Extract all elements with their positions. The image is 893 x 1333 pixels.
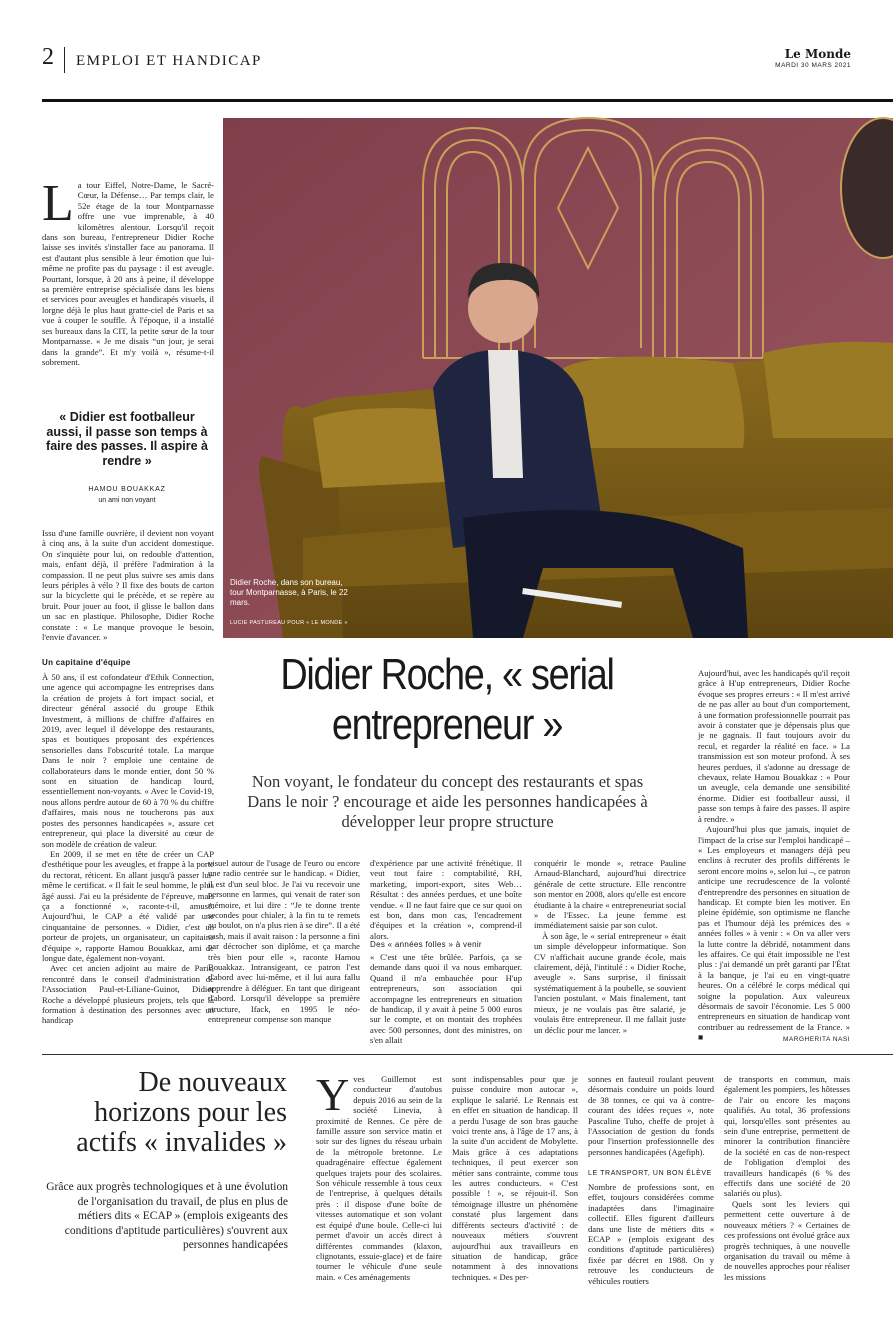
box-column-3b [588, 1182, 714, 1324]
box-paragraph: sont indispensables pour que je puisse conduire mon autocar », explique le salarié. Le Rennais est en effet en situation de handicap. Il a perdu l'usage de son bras gauche voici trente ans, à l'âge de 17 ans, à la suite d'un accident de Mobylette. Mais grâce à ces adaptations techniques, il peut exercer son métier sans contrainte, comme tous les autres conducteurs. « C'est possible ! », se réjouit-il. Son témoignage illustre un phénomène constaté plus largement dans différents secteurs d'activité : de nouveaux métiers s'ouvrent aujourd'hui aux travailleurs en situation de handicap, grâce notamment à des innovations techniques. « Des per- [452, 1074, 578, 1282]
subheading: Un capitaine d'équipe [42, 658, 131, 667]
photo-credit: LUCIE PASTUREAU POUR « LE MONDE » [230, 620, 348, 626]
box-column-4 [724, 1074, 850, 1324]
article-paragraph: À son âge, le « serial entrepreneur » était un simple développeur informatique. Son CV n'affichait aucune grande école, mais clairement, déjà, l'intitulé : « Didier Roche, aveugle ». Sans surprise, il finissait systématiquement à la poubelle, se souvient l'ancien postulant. « Mais finalement, tant mieux, je ne voulais pas être salarié, je voulais être entrepreneur. Il me fallait juste un déclic pour me lancer. » [534, 930, 686, 1035]
box-column-2 [452, 1074, 578, 1324]
article-paragraph: Aujourd'hui plus que jamais, inquiet de l'impact de la crise sur l'emploi handicapé – « Les employeurs et managers déjà peu enclins à recruter des profils différents le seront encore moins », selon lui –, ce patron anticipe une recrudescence de la volonté d'entreprendre des personnes en situation de handicap. Et compte bien les motiver. En pleine épidémie, son optimisme ne flanche pas et l'humour déjà les prémices des « années folles » à venir : « On va aller vers la lutte contre la débridé, notamment dans les affaires. Ce qui était impossible ne l'est plus : j'ai demandé un prêt garanti par l'État à la banque, je l'ai eu en vingt-quatre heures. On a célébré le corps médical qui soigne la population. Aux valeureux désormais de savoir l'économie. Les 5 000 entrepreneurs en situation de handicap vont contribuer au redressement de la France. » ■ [698, 824, 850, 1043]
section-rule [42, 1054, 893, 1055]
portrait-photo [223, 118, 893, 638]
box-column-3 [588, 1074, 714, 1162]
box-standfirst: Grâce aux progrès technologiques et à une évolution de l'organisation du travail, de plus en plus de métiers dits « ECAP » (emplois exigeants des conditions d'aptitude particulières) s'ouvrent aux personnes handicapées [46, 1181, 288, 1251]
article-column-1a [42, 175, 214, 392]
article-paragraph: Aujourd'hui, avec les handicapés qu'il reçoit grâce à H'up entrepreneurs, Didier Roche évoque ses propres erreurs : « Il m'est arrivé de ne pas aller au bout d'un comportement, à une formation professionnelle pourrait pas avoir à constater que je dépensais plus que je ne gagnais. Il faut toujours avoir du recul, et regarder la réalité en face. » La transmission est son moteur profond. À ses heures perdues, il s'adonne au dressage de chevaux, relate Hamou Bouakkaz : « Pour un aveugle, cela demande une sensibilité énorme. Didier est footballeur aussi, il passe son temps à faire des passes. Il aspire à rendre. » [698, 668, 851, 824]
article-paragraph: À 50 ans, il est cofondateur d'Ethik Connection, une agence qui accompagne les entreprises dans la création de projets à fort impact social, et directeur général associé du groupe Ethik Investment, à millions de chiffre d'affaires en 2019, avec lequel il développe des restaurants, spas et boutiques proposant des expériences sensorielles dans l'obscurité totale. La marque Dans le noir ? emploie une centaine de collaborateurs dans le monde entier, dont 50 % sont en situation de handicap lourd, essentiellement non-voyants. « Avec le Covid-19, nous allons perdre autour de 60 à 70 % du chiffre d'affaires, mais nous ne toucherons pas aux postes des personnes handicapées », assure cet entrepreneur, qui place la diversité au cœur de son modèle de création de valeur. [42, 672, 214, 849]
article-column-3b [370, 952, 522, 1046]
box-paragraph: Quels sont les leviers qui permettent cette ouverture à de nouveaux métiers ? « Certaines de ces professions ont évolué grâce aux progrès techniques, à une nouvelle organisation du travail ou même à de nouvelles approches pour réaliser les missions [724, 1198, 850, 1282]
quote-author-role: un ami non voyant [98, 497, 156, 504]
box-paragraph: Nombre de professions sont, en effet, toujours considérées comme inadaptées dans l'imaginaire collectif. Elles figurent d'ailleurs dans une liste de métiers dits « ECAP » (emplois exigeant des conditions d'aptitude particulières) fixée par décret en 1988. On y retrouve les conducteurs de véhicules routiers [588, 1182, 714, 1286]
header-divider [64, 47, 65, 73]
box-column-1 [316, 1069, 442, 1324]
article-paragraph: visuel autour de l'usage de l'euro ou encore une radio centrée sur le handicap. « Didier, il est d'un seul bloc. Je l'ai vu recevoir une personne en larmes, qui venait de rater son mémoire, et lui dire : “Je te donne trente secondes pour chialer, à la fin tu te remets au boulot, on n'a plus rien à se dire”. Il a été cash, mais il avait raison : la personne a fini par décrocher son diplôme, et ça marche très bien pour elle », raconte Hamou Bouakkaz. Intransigeant, ce patron l'est d'abord avec lui-même, et il lui aura fallu apprendre à déléguer. En tant que dirigeant d'abord. Lorsqu'il développe sa première structure, Ifack, en 1995 le néo-entrepreneur compense son manque [208, 858, 360, 1025]
pull-quote: « Didier est footballeur aussi, il passe son temps à faire des passes. Il aspire à rendre » [46, 410, 208, 468]
article-column-3 [370, 858, 522, 941]
photo-illustration [223, 118, 893, 638]
photo-caption: Didier Roche, dans son bureau, tour Montparnasse, à Paris, le 22 mars. [230, 578, 348, 607]
box-paragraph: sonnes en fauteuil roulant peuvent désormais conduire un poids lourd de 38 tonnes, ce qui va à contre-courant des idées reçues », note Pascaline Tuho, cheffe de projet à l'Association de gestion du fonds pour l'insertion professionnelle des personnes handicapées (Agefiph). [588, 1074, 714, 1157]
box-paragraph: ves Guillemot est conducteur d'autobus depuis 2016 au sein de la société Linevia, à proximité de Rennes. Ce père de famille assure son service matin et soir sur des lignes du réseau urbain de la métropole bretonne. Le quadragénaire effectue également quelques trajets pour des scolaires. Son véhicule ressemble à tous ceux de l'entreprise, à quelques détails près : il dispose d'une boîte de vitesses automatique et son volant est équipé d'une boule. Celle-ci lui permet d'avoir un accès direct à différentes commandes (klaxon, clignotants, essuie-glace) et de faire tourner le véhicule d'une seule main. « Ces aménagements [316, 1074, 442, 1282]
article-column-1b [42, 528, 214, 652]
page-number: 2 [42, 44, 54, 70]
article-paragraph: « C'est une tête brûlée. Parfois, ça se demande dans quoi il va nous embarquer. Quand il m'a embauchée pour H'up entrepreneurs, son association qui accompagne les entrepreneurs en situation de handicap, il y avait à peine 5 000 euros sur le compte, et on montait des trophées avec 500 personnes, dont des ministres, on s'en allait [370, 952, 522, 1046]
issue-date: MARDI 30 MARS 2021 [775, 62, 851, 69]
article-title: Didier Roche, « serial entrepreneur » [280, 650, 614, 749]
author-signature: MARGHERITA NASI [783, 1036, 850, 1043]
article-column-2 [208, 858, 360, 1030]
quote-author: HAMOU BOUAKKAZ [88, 486, 166, 493]
box-drop-cap: Y [316, 1069, 350, 1120]
article-paragraph: En 2009, il se met en tête de créer un CAP d'esthétique pour les aveugles, et frappe à la porte du rectorat, réticent. En allant jusqu'à passer lui-même le certificat. « Il fait le seul homme, le plus âgé aussi. J'ai eu la présidente de l'épreuve, mais ça a fonctionné », raconte-t-il, amusé. Aujourd'hui, le CAP a été validé par une cinquantaine de personnes. « Didier, c'est un porteur de projets, un organisateur, un capitaine d'équipe », rapporte Hamou Bouakkaz, ami de longue date, également non-voyant. [42, 848, 214, 963]
newspaper-logo: Le Monde [784, 47, 851, 61]
article-column-1c [42, 672, 214, 1026]
article-column-4 [534, 858, 686, 1035]
box-subheading: LE TRANSPORT, UN BON ÉLÈVE [588, 1170, 712, 1177]
article-standfirst: Non voyant, le fondateur du concept des restaurants et spas Dans le noir ? encourage et aide les personnes handicapées à développer leur propre structure [247, 772, 648, 831]
drop-cap: L [42, 175, 74, 232]
article-paragraph: conquérir le monde », retrace Pauline Arnaud-Blanchard, aujourd'hui directrice générale de cette structure. Elle rencontre son mentor en 2008, alors qu'elle est encore étudiante à la chaire « entrepreneuriat social » de l'Essec. La jeune femme est immédiatement saisie par son culot. [534, 858, 686, 931]
section-title: EMPLOI ET HANDICAP [76, 53, 262, 69]
subheading: Des « années folles » à venir [370, 940, 482, 949]
article-paragraph: d'expérience par une activité frénétique. Il veut tout faire : comptabilité, RH, marketing, import-export, sites Web… Résultat : des années perdues, et une boîte vendue. « Il ne faut faire que ce sur quoi on est bon, dans mon cas, l'encadrement d'équipes et la création », comprend-il alors. [370, 858, 522, 941]
article-intro: a tour Eiffel, Notre-Dame, le Sacré-Cœur, la Défense… Par temps clair, le 52e étage de la tour Montparnasse offre une vue imprenable, à 40 kilomètres alentour. Lorsqu'il reçoit dans son bureau, l'entrepreneur Didier Roche laisse ses invités s'installer face au panorama. Il est d'autant plus sensible à leur émotion que lui-même ne profite pas du paysage : il est aveugle. Pourtant, lorsque, à 20 ans à peine, il développe sa première entreprise spécialisée dans les biens et services pour aveugles et handicapés visuels, il lorgne déjà le plus haut gratte-ciel de Paris et sa vue à couper le souffle. À l'époque, il a installé ses bureaux dans la CIT, la petite sœur de la tour Montparnasse. « Je me disais “un jour, je serai dans la grande”. Et m'y voilà », résume-t-il sobrement. [42, 180, 214, 367]
article-paragraph: Avec cet ancien adjoint au maire de Paris, rencontré dans le conseil d'administration de l'Association Paul-et-Liliane-Guinot, Didier Roche a développé plusieurs projets, tels que la formation à destination des personnes avec un handicap [42, 963, 214, 1026]
box-title: De nouveaux horizons pour les actifs « invalides » [76, 1067, 287, 1158]
header-rule [42, 99, 893, 102]
article-paragraph: Issu d'une famille ouvrière, il devient non voyant à cinq ans, à la suite d'un accident domestique. On s'inquiète pour lui, on redouble d'attention, mais, enfant déjà, il préfère l'admiration à la compassion. Il ne peut plus suivre ses amis dans leurs périples à vélo ? Il fixe des bouts de carton sur la bicyclette qui le précède, et se repère au bruit. Pour jouer au foot, il glisse le ballon dans un sac en plastique. Philosophe, Didier Roche constate : « Le manque provoque le besoin, l'envie d'avancer. » [42, 528, 214, 643]
box-paragraph: de transports en commun, mais également les pompiers, les hôtesses de l'air ou encore les maçons qualifiés. Au total, 36 professions qui, lorsqu'elles sont présentes au sein d'une entreprise, permettent de minorer la contribution financière de la société en cas de non-respect de l'obligation d'emploi des travailleurs handicapés (6 % des effectifs dans une société de 20 salariés ou plus). [724, 1074, 850, 1199]
